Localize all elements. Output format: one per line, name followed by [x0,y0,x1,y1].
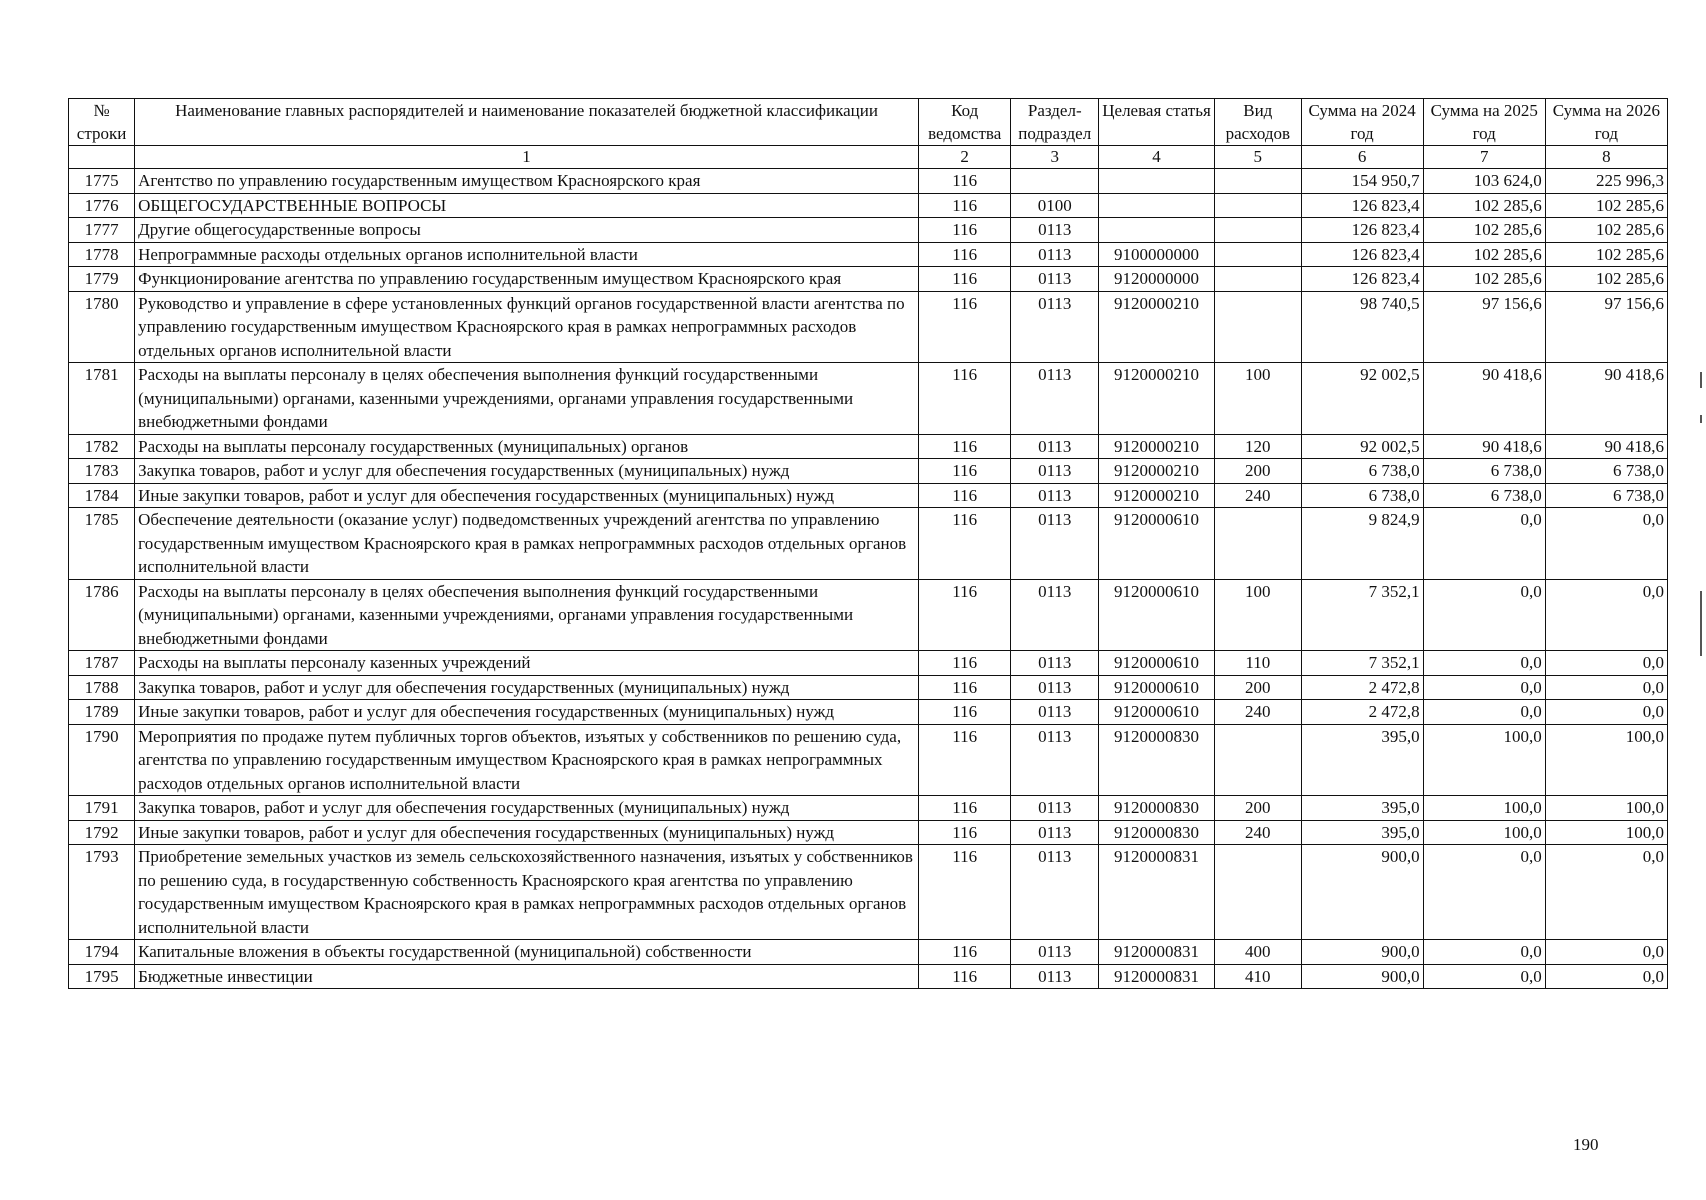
expense-kind [1215,169,1302,194]
row-number: 1785 [69,508,135,580]
target-article: 9120000610 [1099,579,1215,651]
row-number: 1784 [69,483,135,508]
sum-2026: 0,0 [1545,579,1667,651]
table-row [69,459,1668,484]
table-row [69,267,1668,292]
department-code: 116 [918,363,1011,435]
department-code: 116 [918,820,1011,845]
table-row [69,651,1668,676]
row-number: 1777 [69,218,135,243]
expense-kind: 200 [1215,675,1302,700]
section-code: 0113 [1011,820,1099,845]
target-article: 9120000831 [1099,940,1215,965]
table-row [69,724,1668,796]
row-name: Иные закупки товаров, работ и услуг для обеспечения государственных (муниципальных) нужд [135,700,919,725]
section-code: 0100 [1011,193,1099,218]
sum-2024: 126 823,4 [1301,242,1423,267]
table-row [69,508,1668,580]
table-row [69,940,1668,965]
sum-2024: 2 472,8 [1301,700,1423,725]
row-name: Расходы на выплаты персоналу в целях обеспечения выполнения функций государственными (муниципальными) органами, казенными учреждениями, органами управления государственными внебюджетными фондами [135,363,919,435]
target-article: 9120000610 [1099,651,1215,676]
department-code: 116 [918,940,1011,965]
sum-2024: 6 738,0 [1301,459,1423,484]
department-code: 116 [918,483,1011,508]
row-name: Закупка товаров, работ и услуг для обеспечения государственных (муниципальных) нужд [135,459,919,484]
expense-kind [1215,724,1302,796]
row-name: Агентство по управлению государственным имуществом Красноярского края [135,169,919,194]
target-article: 9120000830 [1099,820,1215,845]
section-code [1011,169,1099,194]
sum-2025: 0,0 [1423,579,1545,651]
target-article: 9120000210 [1099,459,1215,484]
sum-2026: 0,0 [1545,964,1667,989]
target-article: 9120000610 [1099,700,1215,725]
section-code: 0113 [1011,434,1099,459]
table-row [69,291,1668,363]
sum-2026: 102 285,6 [1545,193,1667,218]
table-row [69,675,1668,700]
column-number: 8 [1545,146,1667,169]
sum-2025: 102 285,6 [1423,218,1545,243]
column-number-row [69,146,1668,169]
row-name: Непрограммные расходы отдельных органов исполнительной власти [135,242,919,267]
sum-2024: 900,0 [1301,964,1423,989]
section-code: 0113 [1011,267,1099,292]
row-number: 1782 [69,434,135,459]
column-number: 3 [1011,146,1099,169]
table-row [69,796,1668,821]
sum-2024: 126 823,4 [1301,193,1423,218]
sum-2026: 102 285,6 [1545,267,1667,292]
section-code: 0113 [1011,724,1099,796]
section-code: 0113 [1011,483,1099,508]
section-code: 0113 [1011,845,1099,940]
target-article: 9120000610 [1099,675,1215,700]
table-row [69,579,1668,651]
section-code: 0113 [1011,675,1099,700]
table-row [69,820,1668,845]
row-number: 1775 [69,169,135,194]
sum-2025: 6 738,0 [1423,483,1545,508]
expense-kind [1215,218,1302,243]
header-target-article: Целевая статья [1099,99,1215,146]
sum-2024: 9 824,9 [1301,508,1423,580]
department-code: 116 [918,845,1011,940]
header-row [69,99,1668,146]
sum-2026: 100,0 [1545,796,1667,821]
department-code: 116 [918,700,1011,725]
row-number: 1786 [69,579,135,651]
department-code: 116 [918,169,1011,194]
table-row [69,964,1668,989]
page-number: 190 [1573,1135,1599,1154]
expense-kind: 120 [1215,434,1302,459]
column-number: 6 [1301,146,1423,169]
scan-edge-mark [1700,415,1702,423]
sum-2025: 103 624,0 [1423,169,1545,194]
row-name: Другие общегосударственные вопросы [135,218,919,243]
row-number: 1787 [69,651,135,676]
header-row-number: № строки [69,99,135,146]
expense-kind: 240 [1215,700,1302,725]
section-code: 0113 [1011,796,1099,821]
budget-table [68,98,1668,989]
sum-2024: 7 352,1 [1301,579,1423,651]
department-code: 116 [918,434,1011,459]
target-article [1099,169,1215,194]
row-number: 1780 [69,291,135,363]
section-code: 0113 [1011,964,1099,989]
sum-2025: 90 418,6 [1423,363,1545,435]
header-sum-2024: Сумма на 2024 год [1301,99,1423,146]
row-name: Иные закупки товаров, работ и услуг для обеспечения государственных (муниципальных) нужд [135,483,919,508]
column-number: 5 [1215,146,1302,169]
section-code: 0113 [1011,700,1099,725]
column-number [69,146,135,169]
sum-2025: 0,0 [1423,964,1545,989]
column-number: 1 [135,146,919,169]
department-code: 116 [918,242,1011,267]
sum-2026: 0,0 [1545,651,1667,676]
sum-2024: 395,0 [1301,724,1423,796]
expense-kind: 100 [1215,363,1302,435]
row-name: Приобретение земельных участков из земель сельскохозяйственного назначения, изъятых у собственников по решению суда, в государственную собственность Красноярского края агентства по управлению государственным имуществом Красноярского края в рамках непрограммных расходов отдельных органов исполнительной власти [135,845,919,940]
table-row [69,700,1668,725]
department-code: 116 [918,193,1011,218]
section-code: 0113 [1011,940,1099,965]
sum-2025: 0,0 [1423,651,1545,676]
sum-2026: 100,0 [1545,820,1667,845]
target-article: 9120000610 [1099,508,1215,580]
expense-kind: 410 [1215,964,1302,989]
department-code: 116 [918,796,1011,821]
row-name: Обеспечение деятельности (оказание услуг) подведомственных учреждений агентства по управлению государственным имуществом Красноярского края в рамках непрограммных расходов отдельных органов исполнительной власти [135,508,919,580]
expense-kind: 100 [1215,579,1302,651]
section-code: 0113 [1011,459,1099,484]
sum-2025: 6 738,0 [1423,459,1545,484]
department-code: 116 [918,964,1011,989]
department-code: 116 [918,291,1011,363]
header-name: Наименование главных распорядителей и наименование показателей бюджетной классификации [135,99,919,146]
row-name: Расходы на выплаты персоналу государственных (муниципальных) органов [135,434,919,459]
row-name: Мероприятия по продаже путем публичных торгов объектов, изъятых у собственников по решению суда, агентства по управлению государственным имуществом Красноярского края в рамках непрограммных расходов отдельных органов исполнительной власти [135,724,919,796]
department-code: 116 [918,651,1011,676]
header-expense-kind: Вид расходов [1215,99,1302,146]
table-row [69,845,1668,940]
sum-2024: 7 352,1 [1301,651,1423,676]
row-number: 1779 [69,267,135,292]
sum-2026: 102 285,6 [1545,242,1667,267]
row-number: 1793 [69,845,135,940]
section-code: 0113 [1011,242,1099,267]
sum-2026: 6 738,0 [1545,459,1667,484]
sum-2025: 0,0 [1423,845,1545,940]
row-name: Функционирование агентства по управлению государственным имуществом Красноярского края [135,267,919,292]
column-number: 2 [918,146,1011,169]
sum-2024: 900,0 [1301,940,1423,965]
target-article: 9120000831 [1099,964,1215,989]
row-name: Бюджетные инвестиции [135,964,919,989]
sum-2026: 0,0 [1545,675,1667,700]
sum-2025: 97 156,6 [1423,291,1545,363]
expense-kind: 200 [1215,459,1302,484]
table-row [69,218,1668,243]
table-row [69,434,1668,459]
sum-2026: 90 418,6 [1545,363,1667,435]
row-number: 1792 [69,820,135,845]
row-number: 1783 [69,459,135,484]
expense-kind: 110 [1215,651,1302,676]
target-article: 9120000000 [1099,267,1215,292]
sum-2026: 97 156,6 [1545,291,1667,363]
sum-2024: 395,0 [1301,796,1423,821]
table-row [69,363,1668,435]
department-code: 116 [918,579,1011,651]
sum-2024: 900,0 [1301,845,1423,940]
department-code: 116 [918,459,1011,484]
header-department-code: Код ведомства [918,99,1011,146]
sum-2024: 154 950,7 [1301,169,1423,194]
department-code: 116 [918,267,1011,292]
expense-kind [1215,267,1302,292]
row-name: Закупка товаров, работ и услуг для обеспечения государственных (муниципальных) нужд [135,675,919,700]
sum-2024: 126 823,4 [1301,218,1423,243]
sum-2026: 0,0 [1545,845,1667,940]
sum-2025: 0,0 [1423,700,1545,725]
row-name: Закупка товаров, работ и услуг для обеспечения государственных (муниципальных) нужд [135,796,919,821]
sum-2026: 0,0 [1545,508,1667,580]
sum-2025: 102 285,6 [1423,193,1545,218]
row-number: 1795 [69,964,135,989]
target-article [1099,193,1215,218]
expense-kind [1215,291,1302,363]
sum-2025: 100,0 [1423,724,1545,796]
row-number: 1776 [69,193,135,218]
sum-2025: 100,0 [1423,820,1545,845]
scan-edge-mark [1700,372,1702,388]
sum-2024: 92 002,5 [1301,363,1423,435]
table-row [69,169,1668,194]
sum-2025: 102 285,6 [1423,242,1545,267]
row-number: 1789 [69,700,135,725]
target-article: 9120000210 [1099,291,1215,363]
target-article: 9100000000 [1099,242,1215,267]
header-sum-2025: Сумма на 2025 год [1423,99,1545,146]
sum-2024: 395,0 [1301,820,1423,845]
sum-2026: 0,0 [1545,940,1667,965]
sum-2026: 0,0 [1545,700,1667,725]
sum-2026: 90 418,6 [1545,434,1667,459]
scan-edge-mark [1700,591,1702,656]
department-code: 116 [918,724,1011,796]
row-number: 1781 [69,363,135,435]
expense-kind [1215,193,1302,218]
sum-2026: 102 285,6 [1545,218,1667,243]
header-sum-2026: Сумма на 2026 год [1545,99,1667,146]
department-code: 116 [918,675,1011,700]
expense-kind: 240 [1215,483,1302,508]
sum-2025: 0,0 [1423,675,1545,700]
sum-2026: 225 996,3 [1545,169,1667,194]
row-name: Расходы на выплаты персоналу казенных учреждений [135,651,919,676]
expense-kind: 240 [1215,820,1302,845]
row-name: Иные закупки товаров, работ и услуг для обеспечения государственных (муниципальных) нужд [135,820,919,845]
sum-2025: 90 418,6 [1423,434,1545,459]
row-number: 1791 [69,796,135,821]
section-code: 0113 [1011,579,1099,651]
section-code: 0113 [1011,218,1099,243]
section-code: 0113 [1011,363,1099,435]
row-number: 1778 [69,242,135,267]
row-number: 1794 [69,940,135,965]
section-code: 0113 [1011,651,1099,676]
sum-2024: 92 002,5 [1301,434,1423,459]
department-code: 116 [918,218,1011,243]
target-article: 9120000831 [1099,845,1215,940]
section-code: 0113 [1011,508,1099,580]
target-article: 9120000830 [1099,796,1215,821]
sum-2025: 102 285,6 [1423,267,1545,292]
target-article: 9120000210 [1099,363,1215,435]
table-row [69,193,1668,218]
sum-2024: 6 738,0 [1301,483,1423,508]
header-section: Раздел-подраздел [1011,99,1099,146]
row-name: Капитальные вложения в объекты государственной (муниципальной) собственности [135,940,919,965]
target-article [1099,218,1215,243]
row-number: 1790 [69,724,135,796]
row-name: Руководство и управление в сфере установленных функций органов государственной власти агентства по управлению государственным имуществом Красноярского края в рамках непрограммных расходов отдельных органов исполнительной власти [135,291,919,363]
target-article: 9120000210 [1099,483,1215,508]
sum-2025: 0,0 [1423,508,1545,580]
column-number: 4 [1099,146,1215,169]
table-row [69,242,1668,267]
target-article: 9120000830 [1099,724,1215,796]
sum-2025: 100,0 [1423,796,1545,821]
expense-kind: 200 [1215,796,1302,821]
sum-2024: 98 740,5 [1301,291,1423,363]
expense-kind [1215,845,1302,940]
expense-kind: 400 [1215,940,1302,965]
table-row [69,483,1668,508]
sum-2026: 100,0 [1545,724,1667,796]
department-code: 116 [918,508,1011,580]
sum-2024: 126 823,4 [1301,267,1423,292]
target-article: 9120000210 [1099,434,1215,459]
section-code: 0113 [1011,291,1099,363]
sum-2025: 0,0 [1423,940,1545,965]
column-number: 7 [1423,146,1545,169]
row-name: ОБЩЕГОСУДАРСТВЕННЫЕ ВОПРОСЫ [135,193,919,218]
expense-kind [1215,508,1302,580]
expense-kind [1215,242,1302,267]
row-number: 1788 [69,675,135,700]
sum-2024: 2 472,8 [1301,675,1423,700]
row-name: Расходы на выплаты персоналу в целях обеспечения выполнения функций государственными (муниципальными) органами, казенными учреждениями, органами управления государственными внебюджетными фондами [135,579,919,651]
sum-2026: 6 738,0 [1545,483,1667,508]
